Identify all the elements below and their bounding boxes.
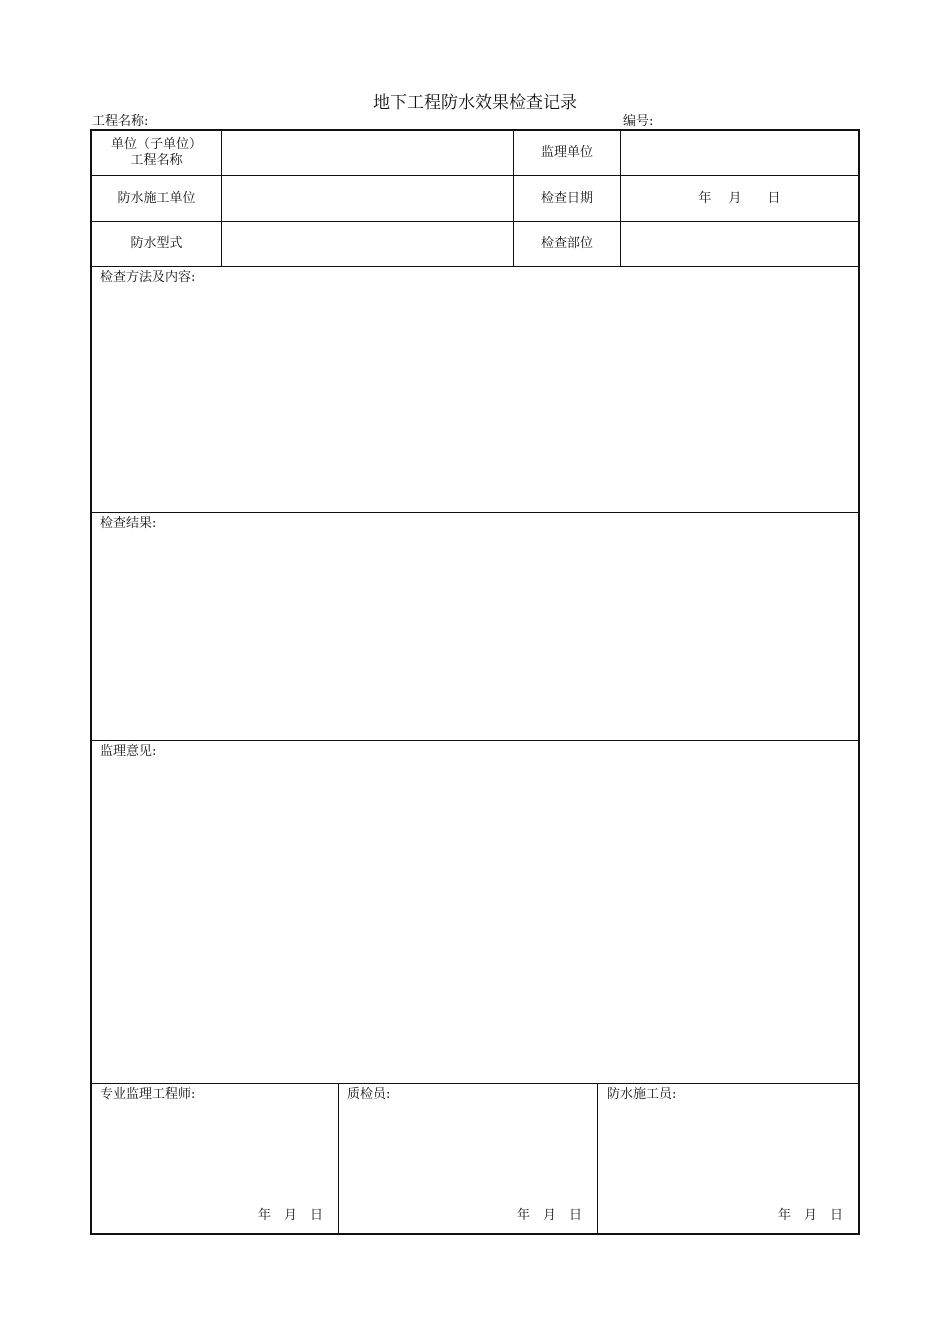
inspection-date-field[interactable]: 年 月 日	[698, 190, 781, 206]
unit-project-name-label	[92, 131, 221, 175]
supervising-engineer-label: 专业监理工程师:	[100, 1087, 196, 1102]
serial-number-label: 编号:	[623, 114, 654, 129]
unit-project-name-field[interactable]	[222, 131, 513, 175]
row-divider	[92, 512, 858, 513]
unit-label-line2: 工程名称	[130, 153, 183, 168]
inspection-part-field[interactable]	[621, 222, 858, 266]
row-divider	[92, 266, 858, 267]
unit-label-line1: 单位（子单位）	[110, 137, 202, 152]
construction-unit-field[interactable]	[222, 176, 513, 221]
page-title: 地下工程防水效果检查记录	[373, 93, 577, 113]
supervision-opinion-label: 监理意见:	[100, 744, 157, 759]
column-divider	[597, 1083, 598, 1235]
waterproof-type-field[interactable]	[222, 222, 513, 266]
inspector-sign-date: 年 月 日	[517, 1208, 583, 1223]
waterproof-type-label: 防水型式	[130, 236, 183, 251]
inspection-date-label: 检查日期	[540, 190, 593, 206]
quality-inspector-label: 质检员:	[347, 1087, 391, 1102]
supervision-unit-label: 监理单位	[540, 145, 593, 160]
inspection-part-label: 检查部位	[540, 236, 593, 251]
waterproof-worker-label: 防水施工员:	[607, 1087, 677, 1102]
row-divider	[92, 740, 858, 741]
worker-sign-date: 年 月 日	[778, 1208, 844, 1223]
row-divider	[92, 1083, 858, 1084]
project-name-label: 工程名称:	[92, 114, 149, 129]
column-divider	[338, 1083, 339, 1235]
inspection-form	[90, 129, 860, 1235]
engineer-sign-date: 年 月 日	[258, 1208, 324, 1223]
supervision-unit-field[interactable]	[621, 131, 858, 175]
inspection-result-label: 检查结果:	[100, 516, 157, 531]
inspection-method-label: 检查方法及内容:	[100, 270, 196, 285]
construction-unit-label: 防水施工单位	[117, 190, 196, 206]
